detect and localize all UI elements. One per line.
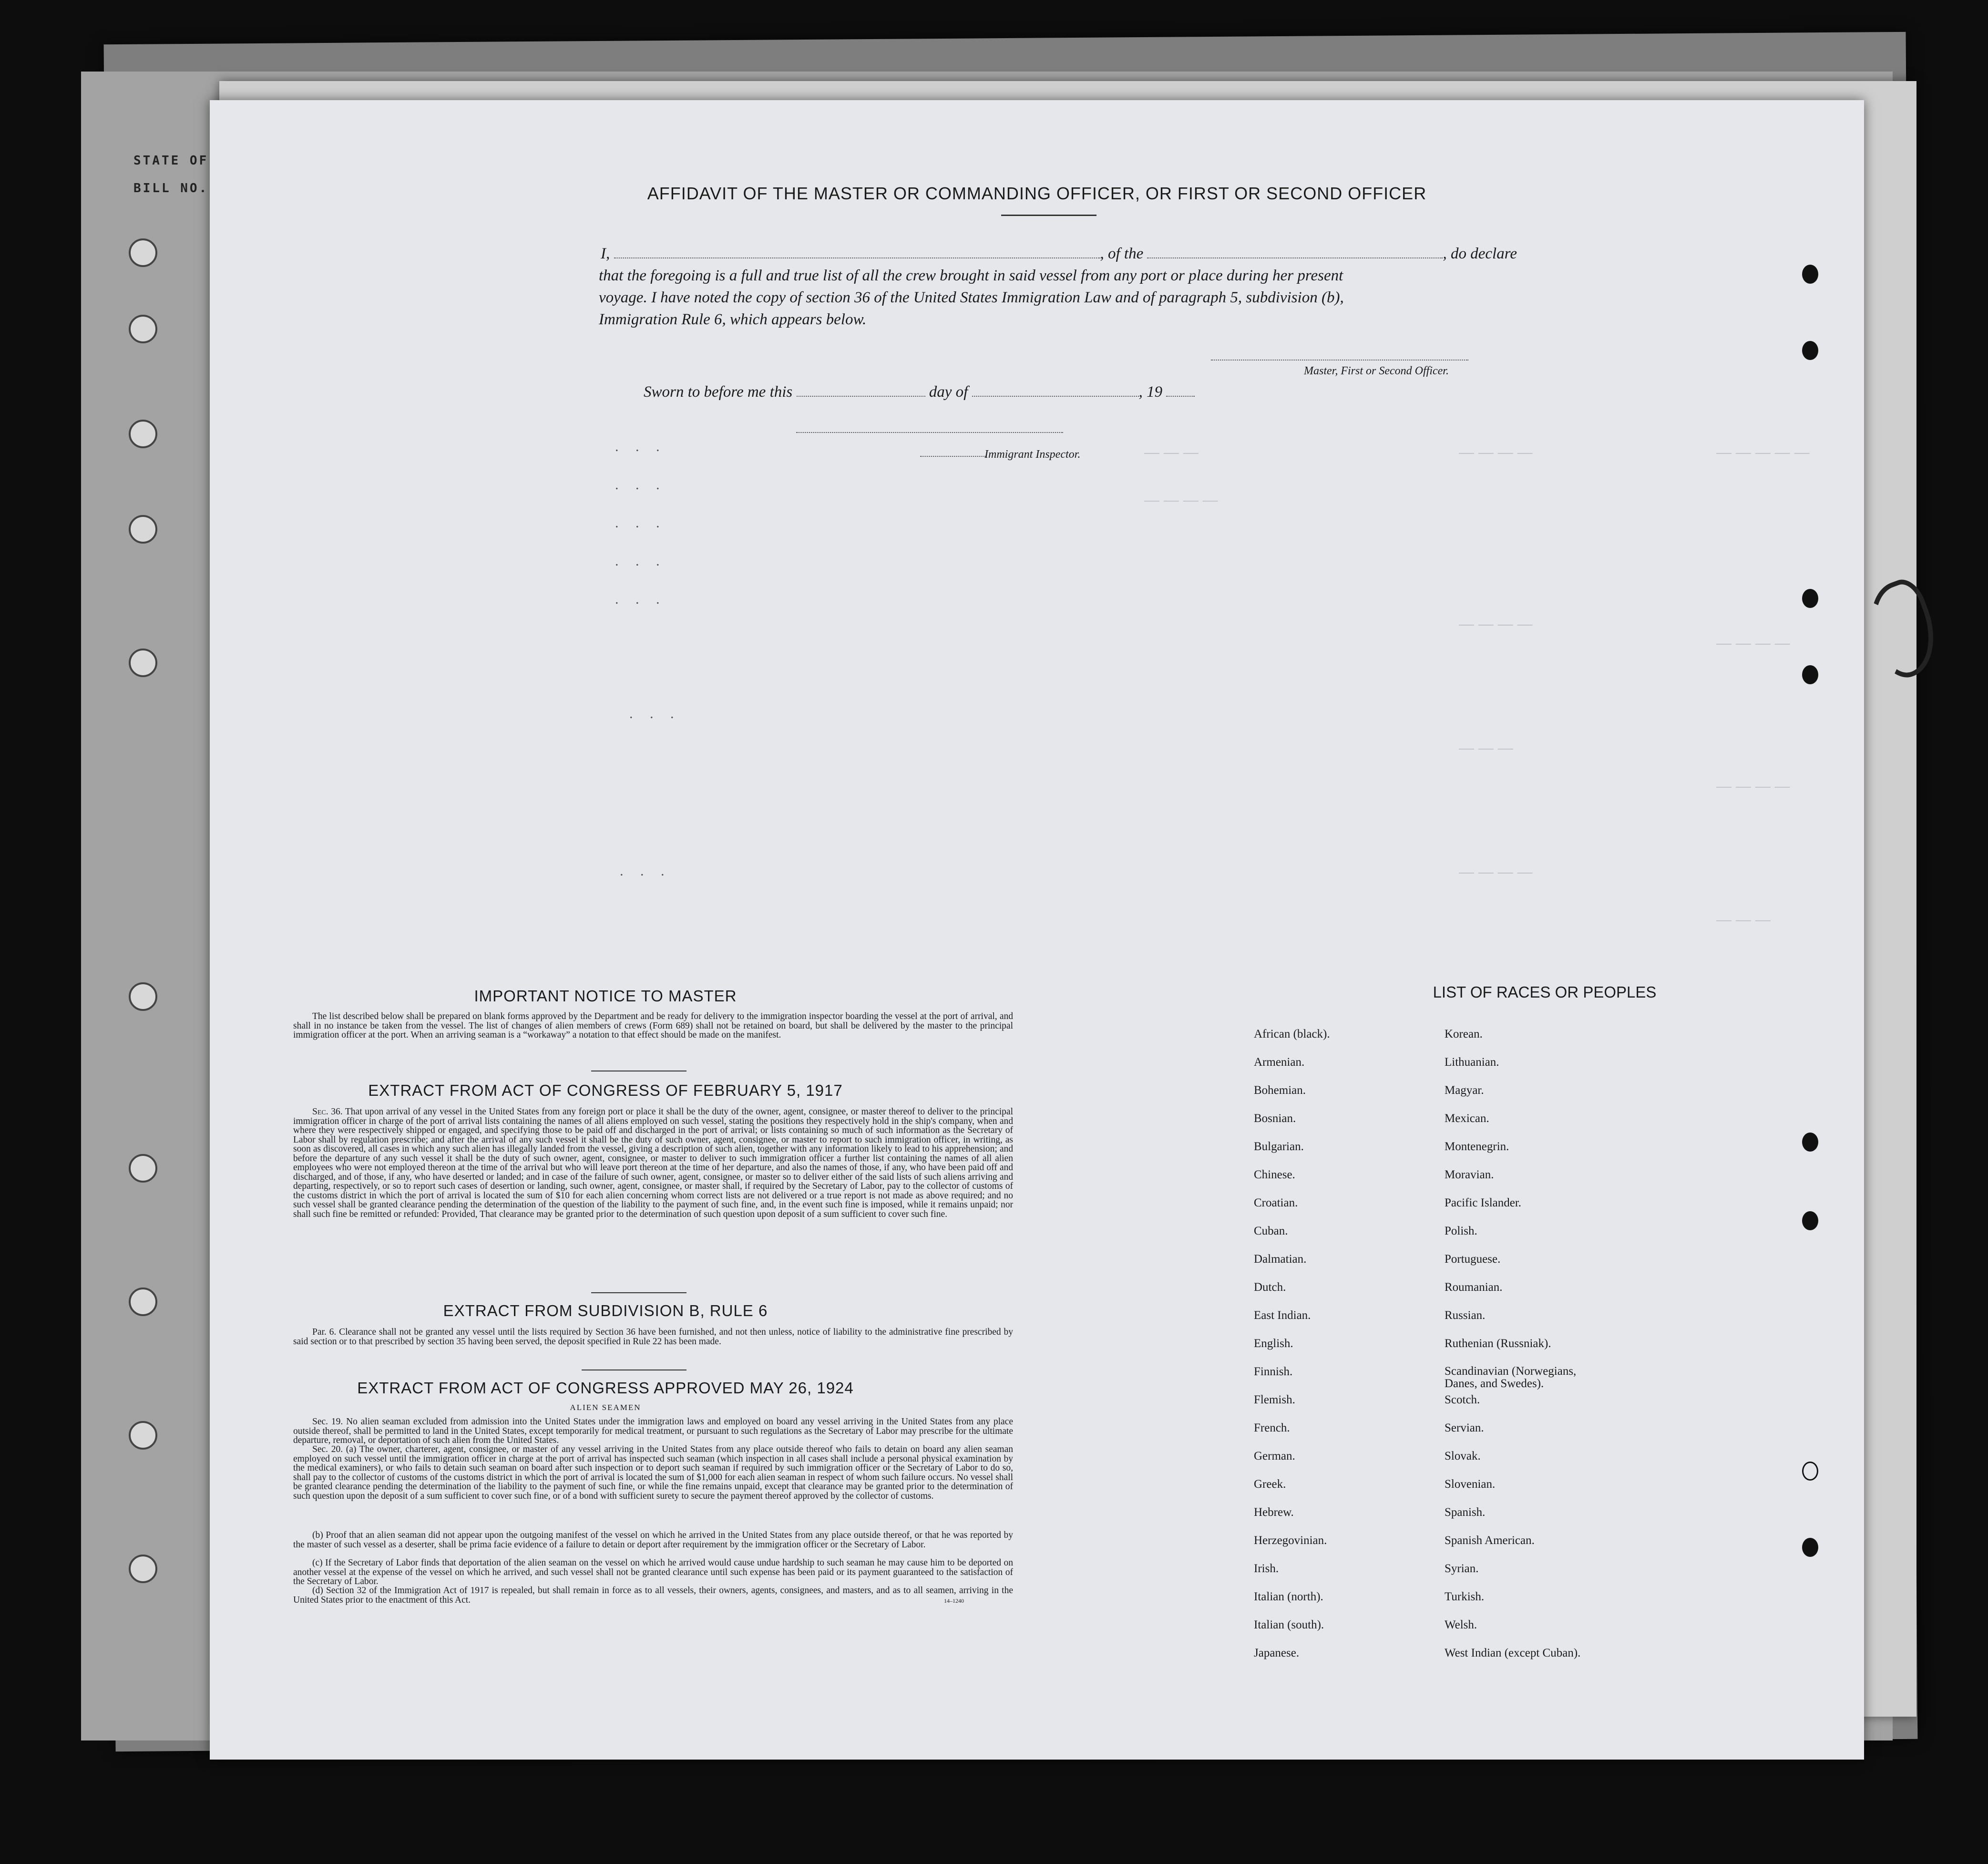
race-item: Magyar. (1445, 1084, 1484, 1097)
binder-hole (129, 649, 157, 677)
race-item: African (black). (1254, 1028, 1330, 1040)
punch-hole (1802, 1462, 1818, 1481)
binder-hole (129, 315, 157, 343)
race-item: Korean. (1445, 1028, 1483, 1040)
race-item: Scotch. (1445, 1393, 1480, 1406)
race-item: Spanish American. (1445, 1534, 1535, 1547)
race-item: Ruthenian (Russniak). (1445, 1337, 1551, 1350)
race-item: Japanese. (1254, 1647, 1300, 1659)
sworn-year-field[interactable] (1166, 384, 1195, 397)
extract-1924-subtitle: ALIEN SEAMEN (570, 1403, 641, 1412)
race-item: West Indian (except Cuban). (1445, 1647, 1581, 1659)
race-item: Welsh. (1445, 1618, 1477, 1631)
sworn-prefix: Sworn to before me this (644, 383, 793, 401)
sec-36-text: That upon arrival of any vessel in the United States from any foreign port or place it shall be the duty of the owner, agent, consignee, or master thereof to deliver to the principal immigration officer in charge of the port of arrival lists containing the names of all aliens employed on such vessel, stating the positions they respectively hold in the ship's company, when and where they were respectively shipped or engaged, and specifying those to be paid off and discharged in the port of arrival; or lists containing so much of such information as the Secretary of Labor shall by regulation prescribe; and after the arrival of any such vessel it shall be the duty of such owner, agent, consignee, or master to report to such immigration officer, in writing, as soon as discovered, all cases in which any such alien has illegally landed from the vessel, giving a description of such alien, together with any information likely to lead to his apprehension; and before the departure of any such vessel it shall be the duty of such owner, agent, consignee, or master to deliver to such immigration officer a further list containing the names of all alien employees who were not employed thereon at the time of the arrival but who will leave port thereon at the time of her departure, and also the names of those, if any, who have been paid off and discharged, and of those, if any, who have deserted or landed; and in case of the failure of such owner, agent, consignee, or master so to deliver either of the said lists of such aliens arriving and departing, respectively, or so to report such cases of desertion or landing, such owner, agent, consignee, or master shall, if required by the Secretary of Labor, pay to the collector of customs of the customs district in which the port of arrival is located the sum of $10 for each alien concerning whom correct lists are not delivered or a true report is not made as above required; and no such vessel shall be granted clearance pending the determination of the question of the liability to the payment of such fine, and, in the event such fine is imposed, while it remains unpaid; nor shall such fine be remitted or refunded: Provided, That clearance may be granted prior to the determination of such question upon deposit of a sum sufficient to cover such fine. (293, 1107, 1013, 1219)
race-item: Flemish. (1254, 1393, 1295, 1406)
extract-1924-sec20b: (b) Proof that an alien seaman did not appear upon the outgoing manifest of the vessel on which he arrived in the United States from any place outside thereof, or that he was reported by the master of such vessel as a deserter, shall be prima facie evidence of a failure to detain or deport after requirement by the immigration officer or the Secretary of Labor. (293, 1530, 1013, 1550)
race-item: Bosnian. (1254, 1112, 1296, 1125)
extract-1917-title: EXTRACT FROM ACT OF CONGRESS OF FEBRUARY 5, 1917 (368, 1081, 843, 1099)
notice-title: IMPORTANT NOTICE TO MASTER (474, 987, 737, 1005)
race-item: English. (1254, 1337, 1293, 1350)
binder-hole (129, 1555, 157, 1583)
race-item: Montenegrin. (1445, 1140, 1509, 1153)
race-item: Bulgarian. (1254, 1140, 1304, 1153)
sec-36-label: Sec. 36. (312, 1107, 343, 1117)
extract-1924-sec20d: (d) Section 32 of the Immigration Act of 1917 is repealed, but shall remain in force as to all vessels, their owners, agents, consignees, and masters, and as to all seamen, arriving in the United States prior to the enactment of this Act. (293, 1586, 1013, 1605)
declaration-line-3: voyage. I have noted the copy of section 36 of the United States Immigration Law and of paragraph 5, subdivision (b), (599, 289, 1344, 306)
race-item: Syrian. (1445, 1562, 1479, 1575)
race-item: German. (1254, 1450, 1295, 1462)
race-item: Herzegovinian. (1254, 1534, 1327, 1547)
sworn-day-field[interactable] (797, 384, 925, 397)
vessel-name-field[interactable] (1147, 246, 1443, 258)
extract-rule6-title: EXTRACT FROM SUBDIVISION B, RULE 6 (443, 1302, 768, 1319)
race-item: Armenian. (1254, 1056, 1305, 1069)
punch-hole (1802, 589, 1818, 608)
declaration-line-1 (601, 243, 1517, 264)
race-item: Finnish. (1254, 1365, 1293, 1378)
race-item: Italian (north). (1254, 1590, 1323, 1603)
title-rule (1001, 215, 1096, 216)
punch-hole (1802, 341, 1818, 360)
officer-signature-field[interactable] (1211, 348, 1468, 360)
punch-hole (1802, 265, 1818, 284)
race-item: Slovenian. (1445, 1478, 1496, 1491)
race-item: Irish. (1254, 1562, 1279, 1575)
section-rule (591, 1292, 687, 1293)
extract-1917-body (293, 1107, 1013, 1219)
race-item: Roumanian. (1445, 1281, 1503, 1294)
declaration-line-4: Immigration Rule 6, which appears below. (599, 311, 867, 328)
binder-hole (129, 1154, 157, 1183)
races-left-column (1254, 1028, 1330, 1675)
race-item: French. (1254, 1421, 1290, 1434)
race-item: Cuban. (1254, 1225, 1288, 1237)
race-item: Portuguese. (1445, 1253, 1501, 1266)
sworn-month-field[interactable] (972, 384, 1139, 397)
punch-hole (1802, 665, 1818, 684)
race-item: Croatian. (1254, 1196, 1298, 1209)
race-item: Mexican. (1445, 1112, 1489, 1125)
notice-body: The list described below shall be prepared on blank forms approved by the Department and be ready for delivery to the immigration inspector boarding the vessel at the port of arrival, and shall in no instance be taken from the vessel. The list of changes of alien members of crews (Form 689) shall not be retained on board, but shall be delivered by the master to the principal immigration officer at the port. When an arriving seaman is a “workaway” a notation to that effect should be made on the manifest. (293, 1011, 1013, 1040)
race-item: Spanish. (1445, 1506, 1486, 1519)
extract-1924-sec19: Sec. 19. No alien seaman excluded from admission into the United States under the immigration laws and employed on board any vessel arriving in the United States from any place outside thereof, shall be permitted to land in the United States, except temporarily for medical treatment, or pursuant to such regulations as the Secretary of Labor may prescribe for the ultimate departure, removal, or deportation of such alien from the United States. (293, 1417, 1013, 1445)
declaration-line-2: that the foregoing is a full and true list of all the crew brought in said vessel from any port or place during her present (599, 267, 1343, 284)
race-item: East Indian. (1254, 1309, 1311, 1322)
inspector-label: Immigrant Inspector. (984, 448, 1081, 461)
affidavit-title: AFFIDAVIT OF THE MASTER OR COMMANDING OFFICER, OR FIRST OR SECOND OFFICER (647, 184, 1427, 203)
race-item: Scandinavian (Norwegians, Danes, and Swedes). (1445, 1365, 1577, 1390)
races-title: LIST OF RACES OR PEOPLES (1433, 983, 1657, 1001)
binder-hole (129, 1287, 157, 1316)
sworn-line (644, 381, 1195, 402)
race-item: Polish. (1445, 1225, 1477, 1237)
edge-stamp-line2: BILL NO. (133, 181, 209, 196)
extract-rule6-body: Par. 6. Clearance shall not be granted any vessel until the lists required by Section 36 have been furnished, and not then unless, notice of liability to the administrative fine prescribed by said section or to that prescribed by section 35 having been served, the deposit specified in Rule 22 has been made. (293, 1327, 1013, 1347)
declarant-prefix: I, (601, 245, 610, 262)
race-item: Pacific Islander. (1445, 1196, 1522, 1209)
binder-hole (129, 515, 157, 544)
edge-stamp-line1: STATE OF (133, 154, 209, 168)
punch-hole (1802, 1133, 1818, 1152)
inspector-name-field[interactable] (920, 444, 987, 457)
race-item: Bohemian. (1254, 1084, 1306, 1097)
race-item: Greek. (1254, 1478, 1286, 1491)
race-item: Servian. (1445, 1421, 1484, 1434)
punch-hole (1802, 1538, 1818, 1557)
inspector-signature-field[interactable] (796, 421, 1063, 433)
binder-hole (129, 238, 157, 267)
race-item: Lithuanian. (1445, 1056, 1499, 1069)
manifest-page: — — — — — — — — — — — — — — — — — — — — — — — — — — — — — — — — — — — — — — . . . . . . . . . . . . . . . . . . . . . AFFIDAVIT OF THE MASTER OR COMMANDING OFFICER, OR FIRST OR SECOND OFFICER I, , of the , do declare that the foregoing is a full and true list of all the crew brought in said vessel from any port or place during her present voyage. I have noted the copy of section 36 of the United States Immigration Law and of paragraph 5, subdivision (b), Immigration Rule 6, which appears below. Master, First or Second Officer. Sworn to before me this day of , 19 Immigrant Inspector. IMPORTANT NOTICE TO MASTER The list described below shall be prepared on blank forms approved by the Department and be ready for delivery to the immigration inspector boarding the vessel at the port of arrival, and shall in no instance be taken from the vessel. The list of changes of alien members of crews (Form 689) shall not be retained on board, but shall be delivered by the master to the principal immigration officer at the port. When an arriving seaman is a “workaway” a notation to that effect should be made on the manifest. EXTRACT FROM ACT OF CONGRESS OF FEBRUARY 5, 1917 Sec. 36. That upon arrival of any vessel in the United States from any foreign port or place it shall be the duty of the owner, agent, consignee, or master thereof to deliver to the principal immigration officer in charge of the port of arrival lists containing the names of all aliens employed on such vessel, stating the positions they respectively hold in the ship's company, when and where they were respectively shipped or engaged, and specifying those to be paid off and discharged in the port of arrival; or lists containing so much of such information as the Secretary of Labor shall by regulation prescribe; and after the arrival of any such vessel it shall be the duty of such owner, agent, consignee, or master to report to such immigration officer, in writing, as soon as discovered, all cases in which any such alien has illegally landed from the vessel, giving a description of such alien, together with any information likely to lead to his apprehension; and before the departure of any such vessel it shall be the duty of such owner, agent, consignee, or master to deliver to such immigration officer a further list containing the names of all alien employees who were not employed thereon at the time of the arrival but who will leave port thereon at the time of her departure, and also the names of those, if any, who have been paid off and discharged, and of those, if any, who have deserted or landed; and in case of the failure of such owner, agent, consignee, or master so to deliver either of the said lists of such aliens arriving and departing, respectively, or so to report such cases of desertion or landing, such owner, agent, consignee, or master shall, if required by the Secretary of Labor, pay to the collector of customs of the customs district in which the port of arrival is located the sum of $10 for each alien concerning whom correct lists are not delivered or a true report is not made as above required; and no such vessel shall be granted clearance pending the determination of the question of the liability to the payment of such fine, and, in the event such fine is imposed, while it remains unpaid; nor shall such fine be remitted or refunded: Provided, That clearance may be granted prior to the determination of such question upon deposit of a sum sufficient to cover such fine. EXTRACT FROM SUBDIVISION B, RULE 6 Par. 6. Clearance shall not be granted any vessel until the lists required by Section 36 have been furnished, and not then unless, notice of liability to the administrative fine prescribed by said section or to that prescribed by section 35 having been served, the deposit specified in Rule 22 has been made. EXTRACT FROM ACT OF CONGRESS APPROVED MAY 26, 1924 ALIEN SEAMEN Sec. 19. No alien seaman excluded from admission into the United States under the immigration laws and employed on board any vessel arriving in the United States from any place outside thereof, shall be permitted to land in the United States, except temporarily for medical treatment, or pursuant to such regulations as the Secretary of Labor may prescribe for the ultimate departure, removal, or deportation of such alien from the United States. Sec. 20. (a) The owner, charterer, agent, consignee, or master of any vessel arriving in the United States from any place outside thereof who fails to detain on board any alien seaman employed on such vessel until the immigration officer in charge at the port of arrival has inspected such seaman (which inspection in all cases shall include a personal physical examination by the medical examiners), or who fails to detain such seaman on board after such inspection or to deport such seaman if required by such immigration officer or the Secretary of Labor to do so, shall pay to the collector of customs of the customs district in which the port of arrival is located the sum of $1,000 for each alien seaman in respect of whom such failure occurs. No vessel shall be granted clearance pending the determination of the liability to the payment of such fine, or while the fine remains unpaid, except that clearance may be granted prior to the determination of such question upon the deposit of a sum sufficient to cover such fine, or of a bond with sufficient surety to secure the payment thereof approved by the collector of customs. (b) Proof that an alien seaman did not appear upon the outgoing manifest of the vessel on which he arrived in the United States from any place outside thereof, or that he was reported by the master of such vessel as a deserter, shall be prima facie evidence of a failure to detain or deport after requirement by the immigration officer or the Secretary of Labor. (c) If the Secretary of Labor finds that deportation of the alien seaman on the vessel on which he arrived would cause undue hardship to such seaman he may cause him to be deported on another vessel at the expense of the vessel on which he arrived, and such vessel shall not be granted clearance until such expense has been paid or its payment guaranteed to the satisfaction of the Secretary of Labor. (d) Section 32 of the Immigration Act of 1917 is repealed, but shall remain in force as to all vessels, their owners, agents, consignees, and masters, and as to all seamen, arriving in the United States prior to the enactment of this Act. 14–1240 LIST OF RACES OR PEOPLES African (black). Armenian. Bohemian. Bosnian. Bulgarian. Chinese. Croatian. Cuban. Dalmatian. Dutch. East Indian. English. Finnish. Flemish. French. German. Greek. Hebrew. Herzegovinian. Irish. Italian (north). Italian (south). Japanese. Korean. Lithuanian. Magyar. Mexican. Montenegrin. Moravian. Pacific Islander. Polish. Portuguese. Roumanian. Russian. Ruthenian (Russniak). Scandinavian (Norwegians, Danes, and Swedes). Scotch. Servian. Slovak. Slovenian. Spanish. Spanish American. Syrian. Turkish. Welsh. West Indian (except Cuban). (210, 100, 1864, 1760)
race-item: Italian (south). (1254, 1618, 1324, 1631)
officer-signature-label: Master, First or Second Officer. (1304, 365, 1449, 377)
of-the-text: , of the (1100, 245, 1144, 262)
race-item: Moravian. (1445, 1168, 1494, 1181)
binder-hole (129, 1421, 157, 1450)
extract-1924-title: EXTRACT FROM ACT OF CONGRESS APPROVED MAY 26, 1924 (357, 1379, 854, 1397)
binder-hole (129, 420, 157, 448)
binder-hole (129, 982, 157, 1011)
race-item: Russian. (1445, 1309, 1486, 1322)
day-of-text: day of (929, 383, 968, 401)
form-code: 14–1240 (944, 1597, 964, 1604)
race-item: Turkish. (1445, 1590, 1485, 1603)
punch-hole (1802, 1211, 1818, 1230)
race-item: Slovak. (1445, 1450, 1481, 1462)
race-item: Dutch. (1254, 1281, 1286, 1294)
extract-1924-sec20c: (c) If the Secretary of Labor finds that deportation of the alien seaman on the vessel on which he arrived would cause undue hardship to such seaman he may cause him to be deported on another vessel at the expense of the vessel on which he arrived, and such vessel shall not be granted clearance until such expense has been paid or its payment guaranteed to the satisfaction of the Secretary of Labor. (293, 1558, 1013, 1586)
race-item: Hebrew. (1254, 1506, 1294, 1519)
race-item: Chinese. (1254, 1168, 1295, 1181)
declarant-name-field[interactable] (614, 246, 1100, 258)
year-prefix: , 19 (1138, 383, 1163, 401)
race-item: Dalmatian. (1254, 1253, 1307, 1266)
extract-1924-sec20a: Sec. 20. (a) The owner, charterer, agent, consignee, or master of any vessel arriving in the United States from any place outside thereof who fails to detain on board any alien seaman employed on such vessel until the immigration officer in charge at the port of arrival has inspected such seaman (which inspection in all cases shall include a personal physical examination by the medical examiners), or who fails to detain such seaman on board after such inspection or to deport such seaman if required by such immigration officer or the Secretary of Labor to do so, shall pay to the collector of customs of the customs district in which the port of arrival is located the sum of $1,000 for each alien seaman in respect of whom such failure occurs. No vessel shall be granted clearance pending the determination of the liability to the payment of such fine, or while the fine remains unpaid, except that clearance may be granted prior to the determination of such question upon the deposit of a sum sufficient to cover such fine, or of a bond with sufficient surety to secure the payment thereof approved by the collector of customs. (293, 1444, 1013, 1501)
races-right-column (1445, 1028, 1602, 1675)
do-declare-text: , do declare (1443, 245, 1517, 262)
